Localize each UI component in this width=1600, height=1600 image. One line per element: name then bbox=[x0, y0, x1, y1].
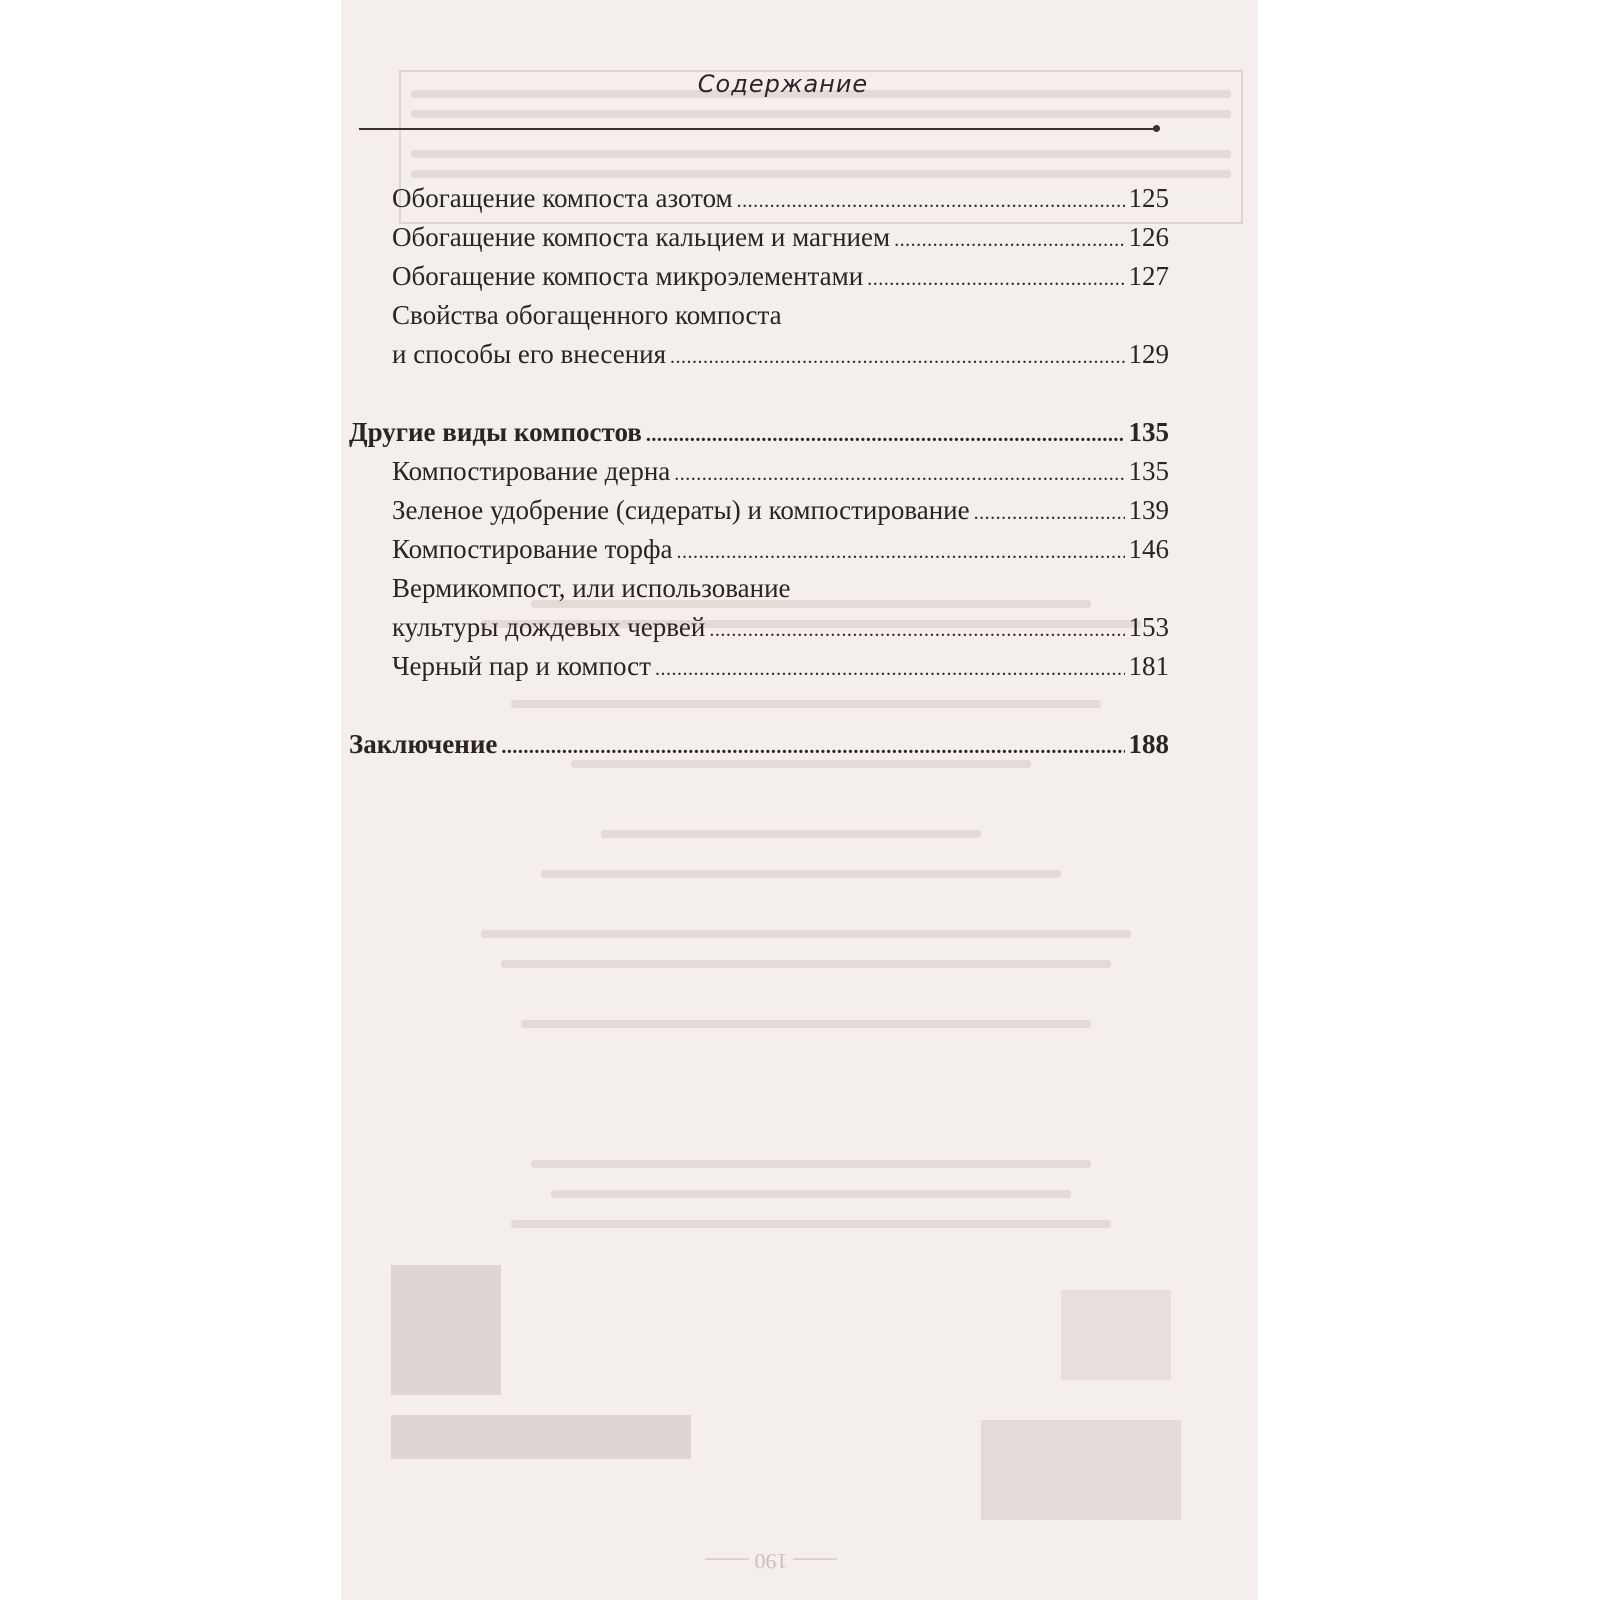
toc-leader bbox=[894, 220, 1124, 257]
toc-entry[interactable] bbox=[392, 610, 1169, 644]
toc-entry-title: Компостирование торфа bbox=[392, 534, 673, 564]
toc-entry[interactable] bbox=[392, 259, 1169, 293]
toc-entry[interactable] bbox=[392, 493, 1169, 527]
toc-leader bbox=[737, 181, 1125, 218]
toc-entry-page: 146 bbox=[1128, 534, 1169, 564]
toc-entry-title: Обогащение компоста кальцием и магнием bbox=[392, 222, 891, 252]
toc-entry-title-line1: Свойства обогащенного компоста bbox=[392, 300, 782, 330]
toc-entry-title: Черный пар и компост bbox=[392, 651, 651, 681]
toc-leader bbox=[674, 454, 1124, 491]
toc-entry-page: 181 bbox=[1128, 651, 1169, 681]
toc-leader bbox=[670, 337, 1124, 374]
toc-section-page: 135 bbox=[1128, 417, 1169, 447]
toc-section-title: Заключение bbox=[349, 729, 498, 759]
toc-section[interactable] bbox=[349, 727, 1169, 761]
toc-entry[interactable] bbox=[392, 181, 1169, 215]
toc-entry[interactable] bbox=[392, 337, 1169, 371]
toc-entry-page: 126 bbox=[1128, 222, 1169, 252]
toc-leader bbox=[709, 610, 1124, 647]
toc-entry-page: 129 bbox=[1128, 339, 1169, 369]
toc-entry[interactable] bbox=[392, 220, 1169, 254]
toc-entry-title: и способы его внесения bbox=[392, 339, 667, 369]
page-title: Содержание bbox=[697, 70, 869, 98]
toc-entry-title: культуры дождевых червей bbox=[392, 612, 706, 642]
toc-entry-page: 125 bbox=[1128, 183, 1169, 213]
toc-leader bbox=[655, 649, 1125, 686]
toc-leader bbox=[677, 532, 1125, 569]
toc-entry[interactable] bbox=[392, 649, 1169, 683]
toc-entry-page: 135 bbox=[1128, 456, 1169, 486]
toc-entry-title: Компостирование дерна bbox=[392, 456, 671, 486]
toc-entry-title: Обогащение компоста микроэлементами bbox=[392, 261, 864, 291]
toc-section[interactable] bbox=[349, 415, 1169, 449]
toc-leader bbox=[501, 727, 1124, 764]
table-of-contents bbox=[341, 0, 1258, 1600]
toc-entry-title-line1: Вермикомпост, или использование bbox=[392, 573, 791, 603]
toc-entry-page: 153 bbox=[1128, 612, 1169, 642]
toc-section-title: Другие виды компостов bbox=[349, 417, 642, 447]
toc-leader bbox=[974, 493, 1125, 530]
toc-entry-title: Обогащение компоста азотом bbox=[392, 183, 733, 213]
bleed-through-page-number: —— 190 —— bbox=[705, 1549, 837, 1574]
book-page bbox=[341, 0, 1258, 1600]
toc-leader bbox=[646, 415, 1125, 452]
toc-section-page: 188 bbox=[1128, 729, 1169, 759]
toc-entry-page: 139 bbox=[1128, 495, 1169, 525]
toc-entry[interactable] bbox=[392, 454, 1169, 488]
toc-entry[interactable] bbox=[392, 532, 1169, 566]
toc-leader bbox=[867, 259, 1124, 296]
toc-entry-page: 127 bbox=[1128, 261, 1169, 291]
toc-entry-title: Зеленое удобрение (сидераты) и компостирование bbox=[392, 495, 970, 525]
